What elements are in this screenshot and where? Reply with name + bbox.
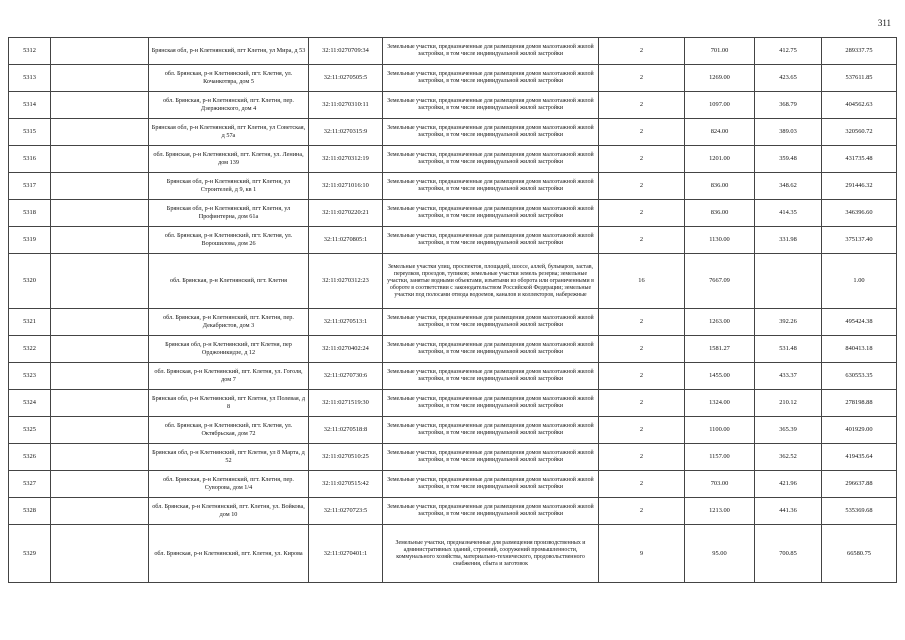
- row-number-cell: 5313: [9, 65, 51, 92]
- land-use-cell: Земельные участки, предназначенные для размещения домов малоэтажной жилой застройки, в том числе индивидуальной жилой застройки: [383, 227, 599, 254]
- area-cell: 836.00: [685, 173, 755, 200]
- rate-cell: 359.48: [755, 146, 822, 173]
- cadastral-value-cell: 66580.75: [822, 525, 897, 583]
- table-row: [9, 363, 897, 390]
- cadastral-number-cell: 32:11:0270310:11: [309, 92, 383, 119]
- area-cell: 836.00: [685, 200, 755, 227]
- group-cell: 2: [599, 471, 685, 498]
- cadastral-value-cell: 431735.48: [822, 146, 897, 173]
- cadastral-value-cell: 535369.68: [822, 498, 897, 525]
- land-use-cell: Земельные участки, предназначенные для размещения домов малоэтажной жилой застройки, в том числе индивидуальной жилой застройки: [383, 65, 599, 92]
- cadastral-value-cell: 296637.88: [822, 471, 897, 498]
- row-number-cell: 5319: [9, 227, 51, 254]
- area-cell: 7667.09: [685, 254, 755, 309]
- blank-cell: [51, 254, 149, 309]
- area-cell: 1097.00: [685, 92, 755, 119]
- table-body: [9, 38, 897, 583]
- area-cell: 1157.00: [685, 444, 755, 471]
- table-row: [9, 65, 897, 92]
- row-number-cell: 5328: [9, 498, 51, 525]
- page-number: 311: [877, 18, 891, 28]
- cadastral-value-cell: 401929.00: [822, 417, 897, 444]
- address-cell: Брянская обл, р-н Клетнянский, пгт Клетня, ул 8 Марта, д 52: [149, 444, 309, 471]
- blank-cell: [51, 363, 149, 390]
- rate-cell: 365.39: [755, 417, 822, 444]
- rate-cell: 368.79: [755, 92, 822, 119]
- blank-cell: [51, 417, 149, 444]
- group-cell: 2: [599, 309, 685, 336]
- group-cell: 2: [599, 200, 685, 227]
- cadastral-value-cell: 289337.75: [822, 38, 897, 65]
- cadastral-number-cell: 32:11:0270730:6: [309, 363, 383, 390]
- cadastral-number-cell: 32:11:0270312:23: [309, 254, 383, 309]
- row-number-cell: 5318: [9, 200, 51, 227]
- rate-cell: [755, 254, 822, 309]
- group-cell: 2: [599, 227, 685, 254]
- address-cell: Брянская обл, р-н Клетнянский, пгт Клетня, ул Мира, д 53: [149, 38, 309, 65]
- blank-cell: [51, 200, 149, 227]
- table-row: [9, 471, 897, 498]
- cadastral-number-cell: 32:11:0270518:8: [309, 417, 383, 444]
- cadastral-value-table: [8, 37, 897, 583]
- address-cell: обл. Брянская, р-н Клетнянский, пгт. Клетня, пер. Декабристов, дом 3: [149, 309, 309, 336]
- cadastral-number-cell: 32:11:0271016:10: [309, 173, 383, 200]
- blank-cell: [51, 92, 149, 119]
- blank-cell: [51, 336, 149, 363]
- cadastral-value-cell: 537611.85: [822, 65, 897, 92]
- address-cell: Брянская обл, р-н Клетнянский, пгт Клетня, ул Строителей, д 9, кв 1: [149, 173, 309, 200]
- group-cell: 2: [599, 119, 685, 146]
- group-cell: 2: [599, 498, 685, 525]
- area-cell: 1100.00: [685, 417, 755, 444]
- cadastral-value-cell: 278198.88: [822, 390, 897, 417]
- row-number-cell: 5323: [9, 363, 51, 390]
- cadastral-number-cell: 32:11:0270513:1: [309, 309, 383, 336]
- address-cell: обл. Брянская, р-н Клетнянский, пгт. Клетня, ул. Кочанкотвра, дом 5: [149, 65, 309, 92]
- group-cell: 2: [599, 65, 685, 92]
- land-use-cell: Земельные участки, предназначенные для размещения домов малоэтажной жилой застройки, в том числе индивидуальной жилой застройки: [383, 92, 599, 119]
- land-use-cell: Земельные участки, предназначенные для размещения домов малоэтажной жилой застройки, в том числе индивидуальной жилой застройки: [383, 200, 599, 227]
- land-use-cell: Земельные участки, предназначенные для размещения домов малоэтажной жилой застройки, в том числе индивидуальной жилой застройки: [383, 363, 599, 390]
- cadastral-number-cell: 32:11:0270515:42: [309, 471, 383, 498]
- table-row: [9, 38, 897, 65]
- cadastral-number-cell: 32:11:0270510:25: [309, 444, 383, 471]
- land-use-cell: Земельные участки, предназначенные для размещения производственных и административных зданий, строений, сооружений промышленности, коммунального хозяйства, материально-технического, продовольственного снабжения, сбыта и заготовок: [383, 525, 599, 583]
- blank-cell: [51, 525, 149, 583]
- blank-cell: [51, 173, 149, 200]
- rate-cell: 412.75: [755, 38, 822, 65]
- row-number-cell: 5315: [9, 119, 51, 146]
- group-cell: 2: [599, 390, 685, 417]
- row-number-cell: 5324: [9, 390, 51, 417]
- table-row: [9, 498, 897, 525]
- blank-cell: [51, 498, 149, 525]
- address-cell: обл. Брянская, р-н Клетнянский, пгт. Клетня, ул. Войкова, дом 10: [149, 498, 309, 525]
- rate-cell: 531.48: [755, 336, 822, 363]
- group-cell: 2: [599, 444, 685, 471]
- land-use-cell: Земельные участки, предназначенные для размещения домов малоэтажной жилой застройки, в том числе индивидуальной жилой застройки: [383, 309, 599, 336]
- cadastral-value-cell: 840413.18: [822, 336, 897, 363]
- cadastral-number-cell: 32:11:0270805:1: [309, 227, 383, 254]
- table-row: [9, 173, 897, 200]
- cadastral-value-cell: 375137.40: [822, 227, 897, 254]
- address-cell: Брянская обл, р-н Клетнянский, пгт Клетня, ул Советская, д 57а: [149, 119, 309, 146]
- cadastral-number-cell: 32:11:0270402:24: [309, 336, 383, 363]
- area-cell: 1455.00: [685, 363, 755, 390]
- cadastral-value-cell: 404562.63: [822, 92, 897, 119]
- blank-cell: [51, 444, 149, 471]
- table-row: [9, 417, 897, 444]
- group-cell: 2: [599, 363, 685, 390]
- cadastral-number-cell: 32:11:0270312:19: [309, 146, 383, 173]
- address-cell: Брянская обл, р-н Клетнянский, пгт Клетня, ул Профинтерна, дом 61а: [149, 200, 309, 227]
- table-row: [9, 146, 897, 173]
- table-row: [9, 119, 897, 146]
- group-cell: 2: [599, 173, 685, 200]
- cadastral-number-cell: 32:11:0270723:5: [309, 498, 383, 525]
- group-cell: 2: [599, 417, 685, 444]
- area-cell: 1263.00: [685, 309, 755, 336]
- land-use-cell: Земельные участки, предназначенные для размещения домов малоэтажной жилой застройки, в том числе индивидуальной жилой застройки: [383, 471, 599, 498]
- address-cell: обл. Брянская, р-н Клетнянский, пгт. Клетня, пер. Дзержинского, дом 4: [149, 92, 309, 119]
- row-number-cell: 5314: [9, 92, 51, 119]
- table-row: [9, 336, 897, 363]
- table-row: [9, 227, 897, 254]
- address-cell: обл. Брянская, р-н Клетнянский, пгт. Клетня: [149, 254, 309, 309]
- cadastral-number-cell: 32:11:0271519:30: [309, 390, 383, 417]
- row-number-cell: 5325: [9, 417, 51, 444]
- cadastral-value-cell: 291446.32: [822, 173, 897, 200]
- group-cell: 2: [599, 92, 685, 119]
- cadastral-number-cell: 32:11:0270401:1: [309, 525, 383, 583]
- cadastral-number-cell: 32:11:0270505:5: [309, 65, 383, 92]
- cadastral-number-cell: 32:11:0270220:21: [309, 200, 383, 227]
- row-number-cell: 5321: [9, 309, 51, 336]
- row-number-cell: 5322: [9, 336, 51, 363]
- cadastral-value-cell: 419435.64: [822, 444, 897, 471]
- address-cell: Брянская обл, р-н Клетнянский, пгт Клетня, ул Полевая, д 8: [149, 390, 309, 417]
- blank-cell: [51, 390, 149, 417]
- address-cell: обл. Брянская, р-н Клетнянский, пгт. Клетня, ул. Гоголя, дом 7: [149, 363, 309, 390]
- cadastral-number-cell: 32:11:0270709:34: [309, 38, 383, 65]
- rate-cell: 441.36: [755, 498, 822, 525]
- row-number-cell: 5327: [9, 471, 51, 498]
- row-number-cell: 5326: [9, 444, 51, 471]
- table-row: [9, 92, 897, 119]
- group-cell: 16: [599, 254, 685, 309]
- cadastral-value-cell: 630553.35: [822, 363, 897, 390]
- row-number-cell: 5329: [9, 525, 51, 583]
- cadastral-value-cell: 495424.38: [822, 309, 897, 336]
- area-cell: 1130.00: [685, 227, 755, 254]
- address-cell: обл. Брянская, р-н Клетнянский, пгт. Клетня, ул. Кирова: [149, 525, 309, 583]
- land-use-cell: Земельные участки, предназначенные для размещения домов малоэтажной жилой застройки, в том числе индивидуальной жилой застройки: [383, 390, 599, 417]
- area-cell: 1269.00: [685, 65, 755, 92]
- rate-cell: 392.26: [755, 309, 822, 336]
- table-row: [9, 309, 897, 336]
- area-cell: 1201.00: [685, 146, 755, 173]
- cadastral-value-cell: 1.00: [822, 254, 897, 309]
- rate-cell: 389.03: [755, 119, 822, 146]
- land-use-cell: Земельные участки, предназначенные для размещения домов малоэтажной жилой застройки, в том числе индивидуальной жилой застройки: [383, 38, 599, 65]
- land-use-cell: Земельные участки, предназначенные для размещения домов малоэтажной жилой застройки, в том числе индивидуальной жилой застройки: [383, 498, 599, 525]
- area-cell: 1213.00: [685, 498, 755, 525]
- row-number-cell: 5312: [9, 38, 51, 65]
- address-cell: Брянская обл, р-н Клетнянский, пгт Клетня, пер Орджоникидзе, д 12: [149, 336, 309, 363]
- cadastral-value-cell: 320560.72: [822, 119, 897, 146]
- land-use-cell: Земельные участки, предназначенные для размещения домов малоэтажной жилой застройки, в том числе индивидуальной жилой застройки: [383, 336, 599, 363]
- land-use-cell: Земельные участки, предназначенные для размещения домов малоэтажной жилой застройки, в том числе индивидуальной жилой застройки: [383, 173, 599, 200]
- table-row: [9, 200, 897, 227]
- row-number-cell: 5317: [9, 173, 51, 200]
- blank-cell: [51, 65, 149, 92]
- area-cell: 703.00: [685, 471, 755, 498]
- rate-cell: 423.65: [755, 65, 822, 92]
- land-use-cell: Земельные участки, предназначенные для размещения домов малоэтажной жилой застройки, в том числе индивидуальной жилой застройки: [383, 119, 599, 146]
- table-row: [9, 444, 897, 471]
- group-cell: 2: [599, 336, 685, 363]
- area-cell: 824.00: [685, 119, 755, 146]
- area-cell: 1581.27: [685, 336, 755, 363]
- rate-cell: 433.37: [755, 363, 822, 390]
- row-number-cell: 5316: [9, 146, 51, 173]
- group-cell: 2: [599, 38, 685, 65]
- rate-cell: 414.35: [755, 200, 822, 227]
- area-cell: 95.00: [685, 525, 755, 583]
- land-use-cell: Земельные участки, предназначенные для размещения домов малоэтажной жилой застройки, в том числе индивидуальной жилой застройки: [383, 417, 599, 444]
- cadastral-number-cell: 32:11:0270315:9: [309, 119, 383, 146]
- blank-cell: [51, 227, 149, 254]
- rate-cell: 362.52: [755, 444, 822, 471]
- table-row: [9, 254, 897, 309]
- address-cell: обл. Брянская, р-н Клетнянский, пгт. Клетня, ул. Октябрьская, дом 72: [149, 417, 309, 444]
- land-use-cell: Земельные участки, предназначенные для размещения домов малоэтажной жилой застройки, в том числе индивидуальной жилой застройки: [383, 146, 599, 173]
- rate-cell: 348.62: [755, 173, 822, 200]
- address-cell: обл. Брянская, р-н Клетнянский, пгт. Клетня, пер. Суворова, дом 1/4: [149, 471, 309, 498]
- blank-cell: [51, 38, 149, 65]
- table-row: [9, 390, 897, 417]
- rate-cell: 210.12: [755, 390, 822, 417]
- blank-cell: [51, 309, 149, 336]
- land-use-cell: Земельные участки, предназначенные для размещения домов малоэтажной жилой застройки, в том числе индивидуальной жилой застройки: [383, 444, 599, 471]
- address-cell: обл. Брянская, р-н Клетнянский, пгт. Клетня, ул. Ленина, дом 139: [149, 146, 309, 173]
- table-row: [9, 525, 897, 583]
- blank-cell: [51, 146, 149, 173]
- group-cell: 2: [599, 146, 685, 173]
- cadastral-value-cell: 346396.60: [822, 200, 897, 227]
- rate-cell: 331.98: [755, 227, 822, 254]
- area-cell: 701.00: [685, 38, 755, 65]
- address-cell: обл. Брянская, р-н Клетнянский, пгт. Клетня, ул. Ворошилова, дом 26: [149, 227, 309, 254]
- rate-cell: 700.85: [755, 525, 822, 583]
- blank-cell: [51, 119, 149, 146]
- area-cell: 1324.00: [685, 390, 755, 417]
- group-cell: 9: [599, 525, 685, 583]
- row-number-cell: 5320: [9, 254, 51, 309]
- land-use-cell: Земельные участки улиц, проспектов, площадей, шоссе, аллей, бульваров, застав, переулков, проездов, тупиков; земельные участки земель резерва; земельные участки, занятые водными объектами, изъятыми из оборота или ограниченными в обороте в соответствии с законодательством Российской Федерации; земельные участки под полосами отвода водоемов, каналов и коллекторов, набережные: [383, 254, 599, 309]
- blank-cell: [51, 471, 149, 498]
- rate-cell: 421.96: [755, 471, 822, 498]
